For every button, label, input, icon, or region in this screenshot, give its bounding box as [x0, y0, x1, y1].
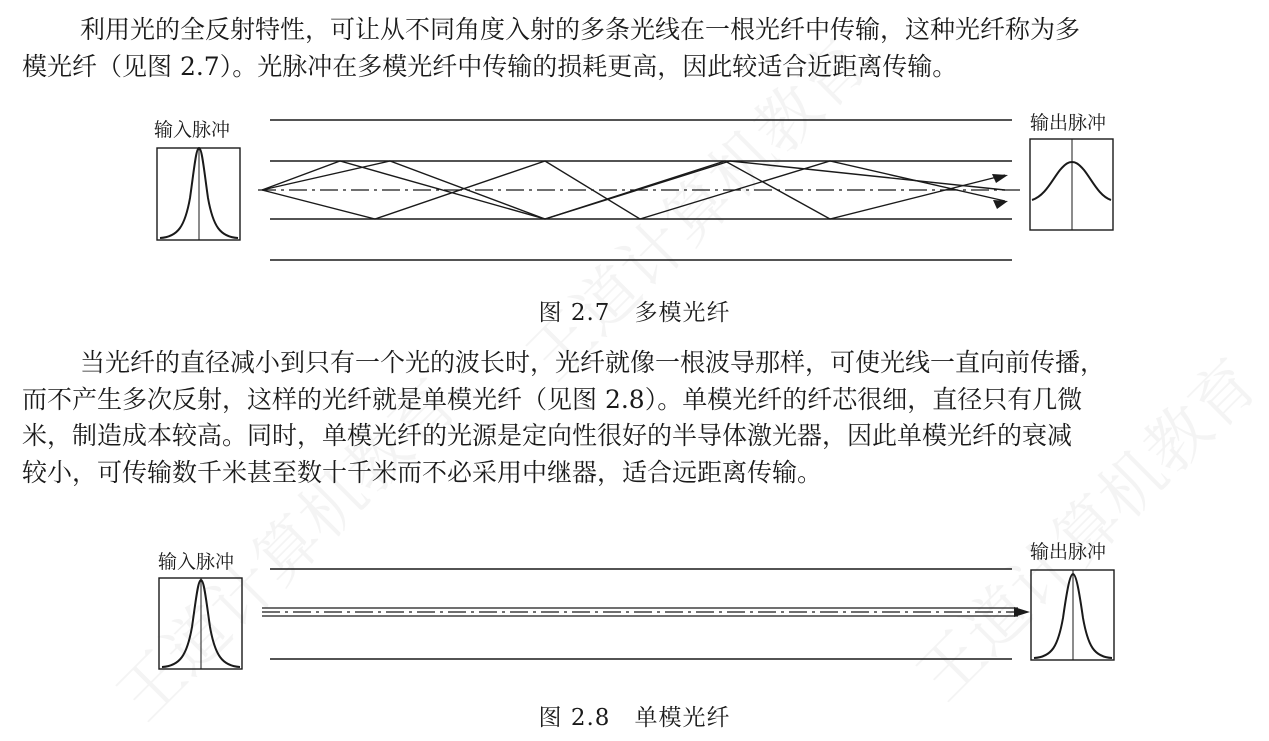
text-line: 利用光的全反射特性，可让从不同角度入射的多条光线在一根光纤中传输，这种光纤称为多: [80, 15, 1081, 44]
text-line: 米，制造成本较高。同时，单模光纤的光源是定向性很好的半导体激光器，因此单模光纤的衰减: [22, 421, 1073, 450]
input-pulse-diagram: [154, 119, 240, 240]
figure-caption: [0, 699, 1269, 732]
caption-title: 单模光纤: [634, 705, 731, 731]
output-pulse-diagram: [1030, 112, 1113, 230]
output-pulse-diagram: [1030, 541, 1114, 660]
text-line: 当光纤的直径减小到只有一个光的波长时，光纤就像一根波导那样，可使光线一直向前传播，: [80, 348, 1106, 377]
input-pulse-label: 输入脉冲: [158, 551, 235, 573]
caption-number: 图 2.8: [538, 705, 611, 731]
figure-singlemode-fiber: [0, 538, 1269, 678]
output-pulse-label: 输出脉冲: [1030, 541, 1107, 563]
figure-multimode-fiber: [0, 108, 1269, 288]
caption-number: 图 2.7: [538, 300, 611, 326]
output-pulse-label: 输出脉冲: [1030, 112, 1107, 134]
caption-title: 多模光纤: [634, 300, 731, 326]
figure-caption: [0, 294, 1269, 327]
input-pulse-diagram: [158, 551, 242, 669]
paragraph-multimode: [22, 12, 1248, 85]
input-pulse-label: 输入脉冲: [154, 119, 231, 141]
text-line: 模光纤（见图 2.7）。光脉冲在多模光纤中传输的损耗更高，因此较适合近距离传输。: [22, 51, 958, 81]
text-line: 较小，可传输数千米甚至数十千米而不必采用中继器，适合远距离传输。: [22, 457, 823, 487]
text-line: 而不产生多次反射，这样的光纤就是单模光纤（见图 2.8）。单模光纤的纤芯很细，直径只有几微: [22, 384, 1083, 414]
paragraph-singlemode: [22, 345, 1248, 491]
